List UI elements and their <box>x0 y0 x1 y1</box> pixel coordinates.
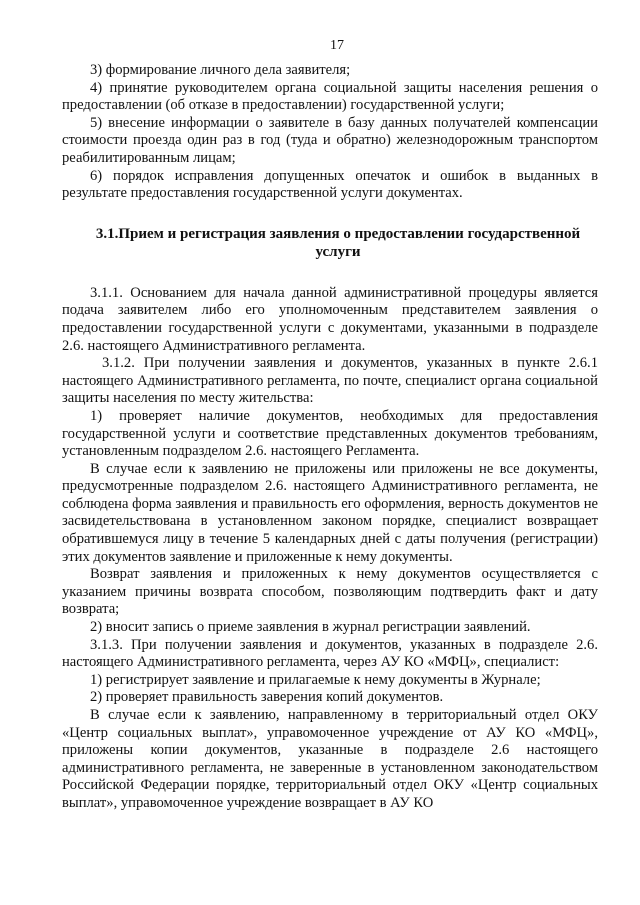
paragraph: 2) проверяет правильность заверения копий документов. <box>90 689 444 706</box>
paragraph: 2) вносит запись о приеме заявления в журнал регистрации заявлений. <box>90 619 531 636</box>
paragraph: 3.1.1. Основанием для начала данной административной процедуры является подача заявителем либо его уполномоченным представителем заявления о предоставлении государственной услуги с документами, указанными в подразделе 2.6. настоящего Административного регламента. <box>62 284 598 354</box>
paragraph: 3.1.3. При получении заявления и документов, указанных в подразделе 2.6. настоящего Административного регламента, через АУ КО «МФЦ», специалист: <box>62 636 598 671</box>
paragraph: 6) порядок исправления допущенных опечаток и ошибок в выданных в результате предоставления государственной услуги документах. <box>62 167 598 202</box>
paragraph: 4) принятие руководителем органа социальной защиты населения решения о предоставлении (об отказе в предоставлении) государственной услуги; <box>62 79 598 114</box>
paragraph: В случае если к заявлению не приложены или приложены не все документы, предусмотренные подразделом 2.6. настоящего Административного регламента, не соблюдена форма заявления и правильность его оформления, верность документов не засвидетельствована в установленном законом порядке, специалист возвращает обратившемуся лицу в течение 5 календарных дней с даты получения (регистрации) этих документов заявление и приложенные к нему документы. <box>62 460 598 565</box>
paragraph: 5) внесение информации о заявителе в базу данных получателей компенсации стоимости проезда один раз в год (туда и обратно) железнодорожным транспортом реабилитированным лицам; <box>62 114 598 166</box>
paragraph: 1) регистрирует заявление и прилагаемые к нему документы в Журнале; <box>90 671 541 688</box>
paragraph: 3.1.2. При получении заявления и документов, указанных в пункте 2.6.1 настоящего Административного регламента, по почте, специалист органа социальной защиты населения по месту жительства: <box>62 355 598 407</box>
paragraph: В случае если к заявлению, направленному в территориальный отдел ОКУ «Центр социальных выплат», управомоченное учреждение от АУ КО «МФЦ», приложены копии документов, указанные в подразделе 2.6 настоящего административного регламента, не заверенные в установленном законодательством Российской Федерации порядке, территориальный отдел ОКУ «Центр социальных выплат», управомоченное учреждение возвращает в АУ КО <box>62 707 598 811</box>
paragraph: 1) проверяет наличие документов, необходимых для предоставления государственной услуги и соответствие представленных документов требованиям, установленным подразделом 2.6. настоящего Регламента. <box>62 407 598 460</box>
section-heading: 3.1.Прием и регистрация заявления о предоставлении государственной услуги <box>95 225 581 260</box>
page-number: 17 <box>330 38 344 53</box>
paragraph: Возврат заявления и приложенных к нему документов осуществляется с указанием причины возврата способом, позволяющим подтвердить факт и дату возврата; <box>62 566 598 618</box>
paragraph: 3) формирование личного дела заявителя; <box>90 62 351 78</box>
